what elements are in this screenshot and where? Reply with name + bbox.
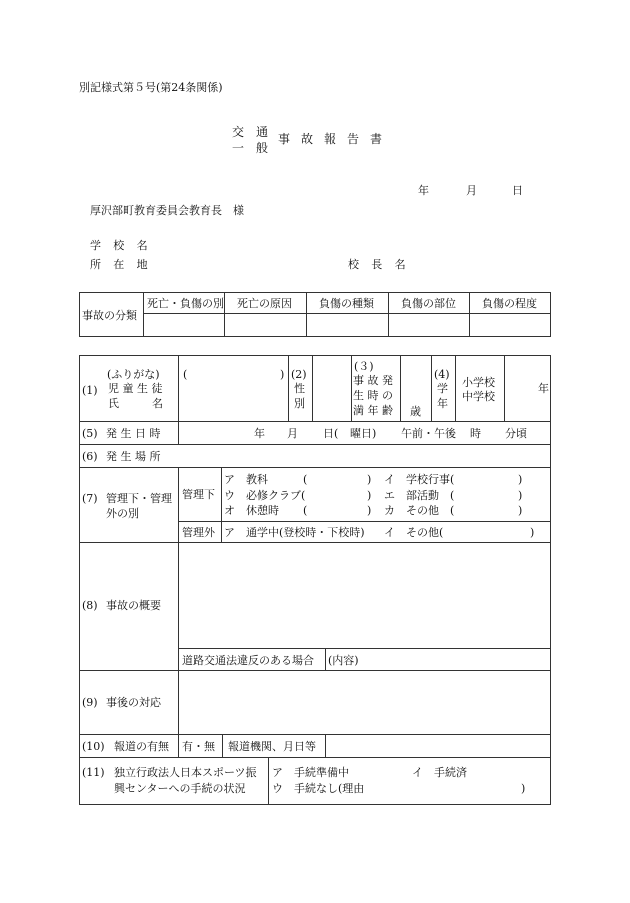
item-club: ウ 必修クラブ( xyxy=(224,489,306,502)
title-traffic: 交 通 xyxy=(232,125,269,139)
datetime-day: 日( xyxy=(323,427,339,440)
item-club-activity: エ 部活動 ( xyxy=(384,489,455,502)
furigana-paren-close: ) xyxy=(280,368,285,381)
datetime-minute: 分頃 xyxy=(505,427,527,440)
col-injury-type: 負傷の種類 xyxy=(319,297,374,310)
outside-other: イ その他( xyxy=(384,526,444,539)
jsc-label-1: 独立行政法人日本スポーツ振 xyxy=(114,766,257,779)
place-label: 発 生 場 所 xyxy=(106,450,161,463)
date-year: 年 xyxy=(418,184,429,197)
age-label-1: 事 故 発 xyxy=(353,374,393,387)
title-general: 一 般 xyxy=(232,141,269,155)
page-title: 事 故 報 告 書 xyxy=(278,132,386,146)
item-club-activity-paren-close: ) xyxy=(518,489,523,502)
age-label-3: 満 年 齢 xyxy=(353,404,393,417)
junior-high-school: 中学校 xyxy=(462,390,495,403)
item-subject: ア 教科 xyxy=(224,473,268,486)
school-name-label: 学 校 名 xyxy=(90,239,152,252)
press-label: 報道の有無 xyxy=(114,740,169,753)
row5-number: (5) xyxy=(82,427,98,440)
datetime-month: 月 xyxy=(287,427,298,440)
date-month: 月 xyxy=(466,184,477,197)
addressee: 厚沢部町教育委員会教育長 様 xyxy=(90,204,244,217)
grade-label-1: 学 xyxy=(437,382,448,395)
grade-unit: 年 xyxy=(538,382,549,395)
sex-label-1: 性 xyxy=(294,382,305,395)
sex-label-2: 別 xyxy=(294,397,305,410)
age-label-2: 生 時 の xyxy=(353,389,393,402)
outside-management: 管理外 xyxy=(182,526,215,539)
datetime-weekday: 曜日) xyxy=(350,427,377,440)
row10-number: (10) xyxy=(82,740,105,753)
procedure-done: イ 手続済 xyxy=(412,766,467,779)
item-subject-paren-open: ( xyxy=(303,473,308,486)
traffic-violation-label: 道路交通法違反のある場合 xyxy=(182,654,314,667)
press-media-label: 報道機関、月日等 xyxy=(228,740,316,753)
form-number: 別記様式第５号(第24条関係) xyxy=(79,81,223,94)
student-label: 児 童 生 徒 xyxy=(108,382,163,395)
row7-number: (7) xyxy=(82,492,98,505)
row9-number: (9) xyxy=(82,696,98,709)
jsc-label-2: 興センターへの手続の状況 xyxy=(114,782,246,795)
grade-label-2: 年 xyxy=(437,397,448,410)
elementary-school: 小学校 xyxy=(462,376,495,389)
datetime-label: 発 生 日 時 xyxy=(106,427,161,440)
date-day: 日 xyxy=(512,184,523,197)
row11-number: (11) xyxy=(82,766,105,779)
item-subject-paren-close: ) xyxy=(367,473,372,486)
name-label: 氏 名 xyxy=(108,397,163,410)
furigana-paren-open: ( xyxy=(183,368,188,381)
grade-number: (4) xyxy=(434,368,450,381)
sex-number: (2) xyxy=(291,368,307,381)
item-club-paren-close: ) xyxy=(367,489,372,502)
item-break-paren-open: ( xyxy=(303,504,308,517)
furigana-label: (ふりがな) xyxy=(107,368,160,381)
datetime-year: 年 xyxy=(254,427,265,440)
datetime-hour: 時 xyxy=(470,427,481,440)
item-break: オ 休憩時 xyxy=(224,504,279,517)
item-break-paren-close: ) xyxy=(367,504,372,517)
row8-number: (8) xyxy=(82,599,98,612)
row1-number: (1) xyxy=(82,384,98,397)
row6-number: (6) xyxy=(82,450,98,463)
outside-commute: ア 通学中(登校時・下校時) xyxy=(224,526,365,539)
col-death-injury: 死亡・負傷の別 xyxy=(147,297,224,310)
item-other: カ その他 ( xyxy=(384,504,455,517)
principal-label: 校 長 名 xyxy=(348,258,410,271)
procedure-preparing: ア 手続準備中 xyxy=(272,766,349,779)
item-other-paren-close: ) xyxy=(518,504,523,517)
traffic-content-label: (内容) xyxy=(328,654,359,667)
outside-other-paren-close: ) xyxy=(530,526,535,539)
management-label-1: 管理下・管理 xyxy=(106,492,172,505)
classification-label: 事故の分類 xyxy=(82,309,137,322)
col-death-cause: 死亡の原因 xyxy=(237,297,292,310)
age-unit: 歳 xyxy=(410,405,421,418)
procedure-none-paren-close: ) xyxy=(521,782,526,795)
age-number: (３) xyxy=(354,360,374,373)
datetime-ampm: 午前・午後 xyxy=(401,427,456,440)
item-school-event-paren-close: ) xyxy=(518,473,523,486)
management-label-2: 外の別 xyxy=(106,507,139,520)
col-injury-degree: 負傷の程度 xyxy=(482,297,537,310)
procedure-none: ウ 手続なし(理由 xyxy=(272,782,365,795)
press-yes-no: 有・無 xyxy=(182,740,215,753)
location-label: 所 在 地 xyxy=(90,258,152,271)
response-label: 事後の対応 xyxy=(106,696,161,709)
summary-label: 事故の概要 xyxy=(106,599,161,612)
inside-management: 管理下 xyxy=(182,488,215,501)
col-injury-part: 負傷の部位 xyxy=(401,297,456,310)
item-school-event: イ 学校行事( xyxy=(384,473,455,486)
